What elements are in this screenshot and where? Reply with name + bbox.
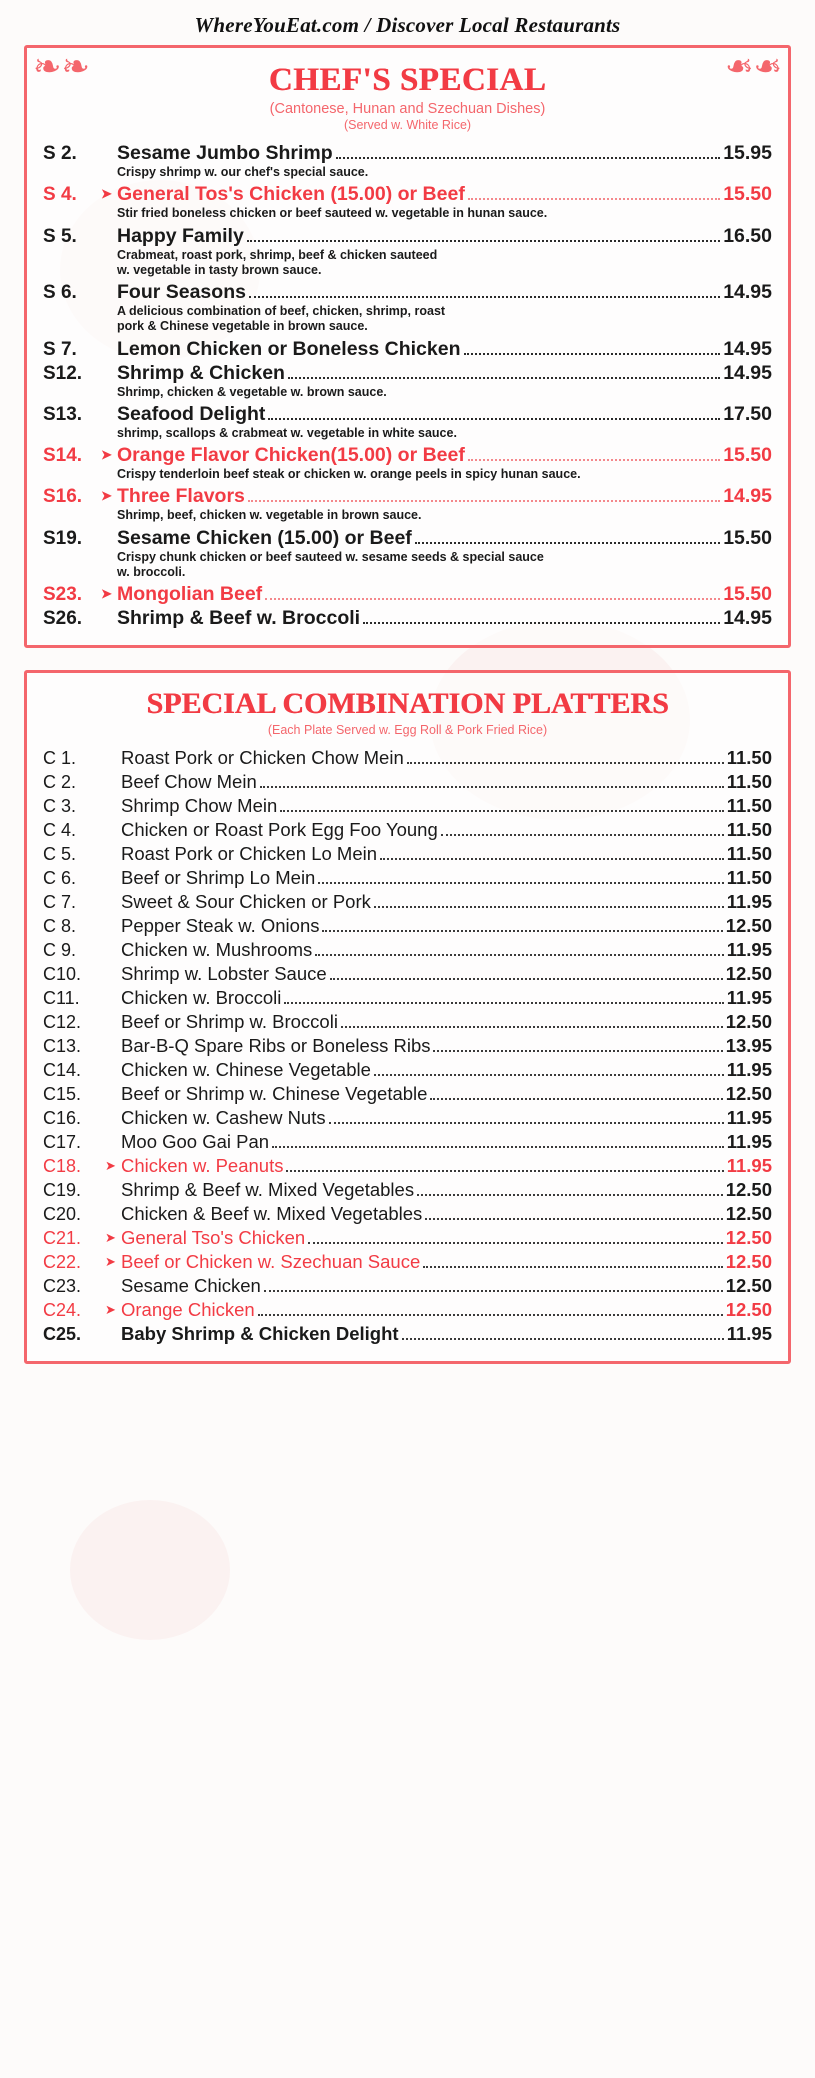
menu-item-description: A delicious combination of beef, chicken, shrimp, roast pork & Chinese vegetable in brown sauce. [117, 304, 446, 334]
menu-item-code: C 2. [43, 772, 77, 792]
section-subtitle-1: (Each Plate Served w. Egg Roll & Pork Fried Rice) [267, 723, 548, 737]
menu-item-code: C11. [43, 988, 80, 1008]
menu-item-name: Roast Pork or Chicken Lo Mein [121, 843, 378, 864]
menu-item-code: C 3. [43, 796, 77, 816]
spacer-icon [105, 919, 121, 932]
menu-item-line [43, 583, 772, 606]
menu-item-price: 14.95 [723, 361, 772, 384]
menu-item-name: Mongolian Beef [117, 583, 263, 605]
menu-item-name: Chicken w. Broccoli [121, 987, 282, 1008]
menu-item-price: 13.95 [725, 1035, 772, 1056]
menu-item-code: S19. [43, 527, 83, 549]
menu-item-price: 11.95 [726, 891, 772, 912]
leader-dots [417, 1193, 723, 1196]
menu-item-line [43, 1131, 772, 1153]
menu-item [43, 1107, 772, 1129]
menu-body [0, 45, 815, 1364]
menu-item-name: Beef or Shrimp Lo Mein [121, 867, 316, 888]
menu-item-line [43, 1227, 772, 1249]
menu-item-price: 14.95 [723, 607, 772, 629]
menu-item-code: S 4. [43, 184, 77, 206]
spacer-icon [101, 407, 117, 420]
menu-item-name: Chicken w. Mushrooms [121, 939, 313, 960]
menu-item-price: 11.50 [726, 819, 772, 840]
menu-item-line [43, 485, 772, 508]
spacer-icon [101, 229, 117, 242]
menu-item-name: Chicken & Beef w. Mixed Vegetables [121, 1203, 423, 1224]
menu-item-line [43, 939, 772, 961]
menu-item-price: 12.50 [725, 1011, 772, 1032]
menu-item-price: 17.50 [723, 402, 772, 425]
menu-item-name: Four Seasons [117, 281, 246, 303]
menu-item [43, 1275, 772, 1297]
menu-item-code: C12. [43, 1012, 82, 1032]
spicy-pointer-icon: ➤ [101, 447, 112, 462]
menu-item [43, 1203, 772, 1225]
menu-item-code: C15. [43, 1084, 82, 1104]
menu-item-line [43, 281, 772, 304]
menu-item [43, 403, 772, 441]
spacer-icon [105, 1111, 121, 1124]
menu-item-line [43, 1059, 772, 1081]
leader-dots [441, 833, 724, 836]
menu-item-price: 12.50 [725, 1251, 772, 1272]
menu-item-code: C16. [43, 1108, 82, 1128]
menu-item-line [43, 747, 772, 769]
menu-item-line [43, 1011, 772, 1033]
leader-dots [286, 1169, 723, 1172]
spacer-icon [105, 823, 121, 836]
spacer-icon [101, 342, 117, 355]
leader-dots [288, 376, 720, 379]
menu-item-code: C 6. [43, 868, 77, 888]
spacer-icon [105, 967, 121, 980]
menu-item-name: Shrimp & Chicken [117, 361, 285, 384]
menu-item-price: 12.50 [725, 915, 772, 936]
menu-item-name: Chicken or Roast Pork Egg Foo Young [121, 819, 438, 840]
menu-item [43, 362, 772, 400]
menu-item-name: Sesame Jumbo Shrimp [117, 142, 333, 164]
spacer-icon [105, 1207, 121, 1220]
section-chefs-special [24, 45, 791, 648]
menu-item-code: S 2. [43, 143, 77, 164]
menu-item-price: 12.50 [725, 1275, 772, 1296]
menu-item-code: C 1. [43, 748, 77, 768]
menu-item-name: Beef or Shrimp w. Chinese Vegetable [121, 1083, 428, 1104]
leader-dots [336, 156, 721, 159]
menu-item [43, 987, 772, 1009]
leader-dots [308, 1241, 723, 1244]
menu-item-price: 11.50 [726, 795, 772, 816]
leader-dots [318, 881, 723, 884]
menu-item-description: shrimp, scallops & crabmeat w. vegetable in white sauce. [117, 425, 457, 440]
spacer-icon [105, 1039, 121, 1052]
menu-item-description: Crispy shrimp w. our chef's special sauce. [117, 165, 369, 179]
menu-item-name: Shrimp & Beef w. Mixed Vegetables [121, 1179, 415, 1200]
menu-item-name: Seafood Delight [117, 402, 266, 425]
menu-item [43, 891, 772, 913]
spacer-icon [105, 991, 121, 1004]
menu-item-line [43, 362, 772, 385]
menu-item [43, 338, 772, 361]
menu-item-code: C13. [43, 1036, 82, 1056]
menu-item-price: 12.50 [725, 1203, 772, 1224]
leader-dots [415, 541, 720, 544]
menu-item-price: 11.95 [726, 1155, 772, 1176]
section-combination-platters [24, 670, 791, 1364]
menu-item-name: Sesame Chicken [121, 1275, 261, 1296]
menu-item-price: 11.95 [726, 1059, 772, 1080]
menu-item-price: 15.50 [723, 444, 772, 466]
leader-dots [272, 1145, 724, 1148]
menu-item-code: S 5. [43, 225, 77, 247]
menu-item-description: Crispy chunk chicken or beef sauteed w. sesame seeds & special sauce w. broccoli. [117, 549, 544, 579]
menu-item-code: C21. [43, 1228, 82, 1248]
spacer-icon [105, 871, 121, 884]
leader-dots [468, 458, 720, 461]
menu-item-name: Baby Shrimp & Chicken Delight [121, 1323, 399, 1344]
menu-item [43, 747, 772, 769]
spacer-icon [101, 285, 117, 298]
spacer-icon [105, 895, 121, 908]
menu-item-price: 12.50 [725, 1299, 772, 1320]
menu-item [43, 1131, 772, 1153]
menu-item [43, 915, 772, 937]
spacer-icon [101, 611, 117, 624]
leader-dots [407, 761, 724, 764]
menu-item-price: 15.50 [723, 183, 772, 206]
menu-item-description: Stir fried boneless chicken or beef sauteed w. vegetable in hunan sauce. [117, 206, 548, 221]
spacer-icon [105, 1183, 121, 1196]
menu-item-price: 12.50 [725, 963, 772, 984]
spicy-pointer-icon: ➤ [105, 1302, 116, 1317]
menu-item-code: C14. [43, 1060, 82, 1080]
menu-item-description: Shrimp, beef, chicken w. vegetable in brown sauce. [117, 508, 422, 523]
spicy-pointer-icon: ➤ [105, 1230, 116, 1245]
menu-item-line [43, 1323, 772, 1345]
menu-item-price: 11.95 [726, 1323, 772, 1344]
menu-item-line [43, 771, 772, 793]
menu-item-code: C 4. [43, 820, 77, 840]
menu-item-line [43, 963, 772, 985]
menu-item-code: C 5. [43, 844, 77, 864]
menu-item-name: General Tso's Chicken [121, 1227, 306, 1248]
menu-item-price: 12.50 [725, 1083, 772, 1104]
menu-item [43, 843, 772, 865]
menu-item-line [43, 915, 772, 937]
menu-item-line [43, 142, 772, 165]
menu-item-price: 14.95 [723, 281, 772, 303]
menu-item [43, 142, 772, 180]
spacer-icon [105, 751, 121, 764]
menu-item-line [43, 403, 772, 426]
menu-item [43, 963, 772, 985]
spacer-icon [101, 531, 117, 544]
menu-item-code: C19. [43, 1180, 82, 1200]
menu-item [43, 867, 772, 889]
spacer-icon [101, 146, 117, 159]
menu-item [43, 1083, 772, 1105]
menu-item-line [43, 1251, 772, 1273]
menu-item-name: Bar-B-Q Spare Ribs or Boneless Ribs [121, 1035, 431, 1056]
menu-item-price: 11.50 [726, 843, 772, 864]
menu-item-name: Shrimp & Beef w. Broccoli [117, 607, 361, 629]
menu-item [43, 1299, 772, 1321]
leader-dots [249, 295, 720, 298]
leader-dots [329, 1121, 724, 1124]
spacer-icon [105, 1063, 121, 1076]
menu-item-name: General Tos's Chicken (15.00) or Beef [117, 183, 465, 206]
menu-item-code: S 7. [43, 338, 77, 360]
menu-item-code: C 7. [43, 892, 77, 912]
menu-item-code: S26. [43, 608, 83, 629]
leader-dots [264, 1289, 723, 1292]
menu-item-code: C25. [43, 1324, 82, 1344]
leader-dots [260, 785, 724, 788]
spacer-icon [105, 1279, 121, 1292]
leader-dots [380, 857, 724, 860]
menu-item-name: Three Flavors [117, 485, 245, 508]
spicy-pointer-icon: ➤ [105, 1158, 116, 1173]
menu-item [43, 527, 772, 581]
section-title: SPECIAL COMBINATION PLATTERS [146, 687, 669, 720]
menu-item-name: Orange Chicken [121, 1299, 255, 1320]
menu-item-name: Beef Chow Mein [121, 771, 257, 792]
section-title: CHEF'S SPECIAL [268, 62, 547, 98]
leader-dots [268, 417, 720, 420]
leader-dots [265, 597, 720, 600]
menu-item-name: Lemon Chicken or Boneless Chicken [117, 337, 461, 360]
site-header: WhereYouEat.com / Discover Local Restaurants [194, 13, 621, 37]
leader-dots [280, 809, 723, 812]
menu-item-price: 11.95 [726, 987, 772, 1008]
menu-item-line [43, 819, 772, 841]
menu-item-code: C20. [43, 1204, 82, 1224]
menu-item-code: S14. [43, 445, 83, 466]
menu-item-code: C10. [43, 964, 82, 984]
menu-item-name: Pepper Steak w. Onions [121, 915, 320, 936]
menu-item-line [43, 338, 772, 361]
menu-item-price: 11.95 [726, 1131, 772, 1152]
menu-item [43, 225, 772, 279]
menu-item [43, 1035, 772, 1057]
menu-item-price: 12.50 [725, 1227, 772, 1248]
menu-item-price: 15.50 [723, 583, 772, 605]
spacer-icon [105, 1135, 121, 1148]
menu-item [43, 1179, 772, 1201]
menu-item-price: 16.50 [723, 224, 772, 247]
leader-dots [284, 1001, 723, 1004]
menu-item-name: Roast Pork or Chicken Chow Mein [121, 747, 404, 768]
menu-item-name: Sweet & Sour Chicken or Pork [121, 891, 371, 912]
menu-item-name: Beef or Chicken w. Szechuan Sauce [121, 1251, 421, 1272]
leader-dots [322, 929, 722, 932]
menu-item [43, 1227, 772, 1249]
menu-item-price: 14.95 [723, 337, 772, 360]
menu-item-description: Crabmeat, roast pork, shrimp, beef & chicken sauteed w. vegetable in tasty brown sauce. [117, 247, 438, 277]
leader-dots [425, 1217, 722, 1220]
menu-item [43, 281, 772, 335]
menu-item-line [43, 987, 772, 1009]
spicy-pointer-icon: ➤ [101, 186, 112, 202]
menu-item [43, 1155, 772, 1177]
menu-item-code: C 8. [43, 916, 77, 936]
menu-item-name: Orange Flavor Chicken(15.00) or Beef [117, 444, 465, 466]
leader-dots [341, 1025, 723, 1028]
menu-item-line [43, 843, 772, 865]
menu-item-code: C 9. [43, 940, 77, 960]
menu-item-code: S12. [43, 362, 83, 384]
menu-item-name: Sesame Chicken (15.00) or Beef [117, 526, 412, 549]
menu-item-description: Shrimp, chicken & vegetable w. brown sauce. [117, 384, 387, 399]
ornament-corner-icon: ❧❧ [33, 47, 90, 87]
menu-item-line [43, 891, 772, 913]
menu-item-line [43, 1155, 772, 1177]
leader-dots [363, 621, 720, 624]
spacer-icon [101, 366, 117, 379]
menu-item [43, 819, 772, 841]
menu-item-line [43, 1203, 772, 1225]
menu-item-line [43, 795, 772, 817]
menu-item-line [43, 444, 772, 467]
leader-dots [423, 1265, 722, 1268]
menu-item [43, 1011, 772, 1033]
menu-item-code: S13. [43, 403, 83, 425]
menu-item-name: Happy Family [117, 224, 244, 247]
section-subtitle-1: (Cantonese, Hunan and Szechuan Dishes) [269, 101, 546, 117]
leader-dots [330, 977, 723, 980]
spacer-icon [105, 1087, 121, 1100]
menu-item-code: S16. [43, 486, 83, 508]
menu-item [43, 183, 772, 221]
spacer-icon [105, 943, 121, 956]
menu-item-price: 12.50 [725, 1179, 772, 1200]
menu-item [43, 1059, 772, 1081]
menu-item-price: 11.50 [726, 867, 772, 888]
menu-item-name: Chicken w. Peanuts [121, 1155, 284, 1176]
menu-item-line [43, 1035, 772, 1057]
spicy-pointer-icon: ➤ [101, 488, 112, 504]
menu-item-name: Chicken w. Chinese Vegetable [121, 1059, 371, 1080]
menu-item-line [43, 1107, 772, 1129]
menu-item-code: C17. [43, 1132, 82, 1152]
spacer-icon [105, 1015, 121, 1028]
menu-item-code: C24. [43, 1300, 82, 1320]
menu-item-price: 11.50 [726, 771, 772, 792]
menu-item-line [43, 867, 772, 889]
leader-dots [430, 1097, 722, 1100]
menu-item [43, 771, 772, 793]
leader-dots [247, 239, 720, 242]
menu-item-line [43, 1275, 772, 1297]
menu-item-price: 11.95 [726, 1107, 772, 1128]
menu-item-price: 11.95 [726, 939, 772, 960]
menu-item [43, 444, 772, 482]
leader-dots [402, 1337, 724, 1340]
leader-dots [374, 1073, 724, 1076]
menu-item-price: 14.95 [723, 485, 772, 508]
menu-item-code: C23. [43, 1276, 82, 1296]
leader-dots [433, 1049, 722, 1052]
menu-item-price: 11.50 [726, 747, 772, 768]
menu-item [43, 607, 772, 630]
menu-item-name: Beef or Shrimp w. Broccoli [121, 1011, 338, 1032]
menu-item [43, 795, 772, 817]
spacer-icon [105, 1327, 121, 1340]
menu-item-line [43, 225, 772, 248]
menu-item-line [43, 1299, 772, 1321]
menu-item-line [43, 183, 772, 206]
menu-item-line [43, 1083, 772, 1105]
menu-item [43, 939, 772, 961]
menu-item-name: Shrimp w. Lobster Sauce [121, 963, 327, 984]
leader-dots [315, 953, 723, 956]
spacer-icon [105, 847, 121, 860]
menu-item-line [43, 1179, 772, 1201]
menu-item-name: Chicken w. Cashew Nuts [121, 1107, 326, 1128]
menu-item [43, 1251, 772, 1273]
section-subtitle-2: (Served w. White Rice) [343, 118, 472, 132]
leader-dots [464, 352, 721, 355]
menu-item [43, 485, 772, 523]
menu-item-list [43, 747, 772, 1345]
menu-item-code: S23. [43, 584, 83, 605]
menu-item-line [43, 527, 772, 550]
spicy-pointer-icon: ➤ [105, 1254, 116, 1269]
menu-item-name: Shrimp Chow Mein [121, 795, 278, 816]
menu-item-line [43, 607, 772, 630]
menu-item-list [43, 142, 772, 630]
ornament-corner-icon: ❧❧ [725, 47, 782, 87]
leader-dots [248, 499, 720, 502]
menu-item-code: C18. [43, 1156, 82, 1176]
menu-item-description: Crispy tenderloin beef steak or chicken w. orange peels in spicy hunan sauce. [117, 467, 581, 481]
spacer-icon [105, 775, 121, 788]
menu-item-code: S 6. [43, 282, 77, 303]
menu-item [43, 1323, 772, 1345]
leader-dots [468, 197, 720, 200]
spacer-icon [105, 799, 121, 812]
menu-item-code: C22. [43, 1252, 82, 1272]
leader-dots [258, 1313, 723, 1316]
menu-item [43, 583, 772, 606]
menu-item-price: 15.50 [723, 526, 772, 549]
menu-item-price: 15.95 [723, 142, 772, 164]
spicy-pointer-icon: ➤ [101, 586, 112, 601]
menu-item-name: Moo Goo Gai Pan [121, 1131, 270, 1152]
leader-dots [374, 905, 724, 908]
